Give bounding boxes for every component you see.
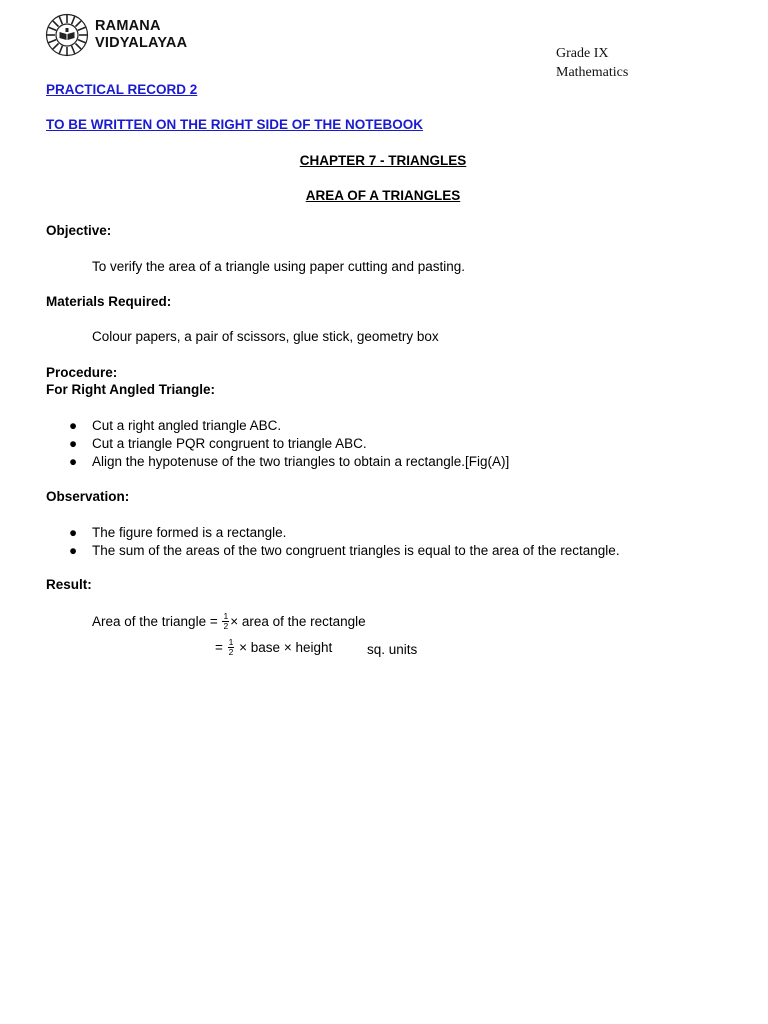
fraction-one-half <box>222 612 229 631</box>
observation-point-1: The figure formed is a rectangle. <box>92 525 287 540</box>
procedure-step-1: Cut a right angled triangle ABC. <box>92 418 282 433</box>
procedure-subheading: For Right Angled Triangle: <box>46 382 215 397</box>
notebook-instruction-link[interactable]: TO BE WRITTEN ON THE RIGHT SIDE OF THE NOTEBOOK <box>46 117 424 132</box>
observation-list <box>68 524 620 560</box>
list-item <box>68 435 509 453</box>
ramana-vidyalayaa-emblem-icon <box>45 13 89 57</box>
list-item <box>68 542 620 560</box>
bullet-icon: ● <box>69 543 78 558</box>
procedure-step-2: Cut a triangle PQR congruent to triangle ABC. <box>92 436 367 451</box>
chapter-title: CHAPTER 7 - TRIANGLES <box>299 153 467 168</box>
bullet-icon: ● <box>69 525 78 540</box>
result-heading: Result: <box>46 577 92 592</box>
list-item <box>68 417 509 435</box>
grade-subject-block <box>556 44 628 82</box>
fraction-denominator: 2 <box>223 621 229 631</box>
result-formula-line-2 <box>215 639 332 658</box>
grade-label: Grade IX <box>556 46 609 61</box>
topic-title: AREA OF A TRIANGLES <box>305 188 461 203</box>
fraction-denominator: 2 <box>228 647 234 657</box>
school-brand-name <box>95 18 187 52</box>
brand-line-2: VIDYALAYAA <box>95 35 188 51</box>
formula-suffix: × area of the rectangle <box>230 614 366 630</box>
observation-heading: Observation: <box>46 489 130 504</box>
objective-heading: Objective: <box>46 223 112 238</box>
fraction-numerator: 1 <box>223 611 229 621</box>
subject-label: Mathematics <box>556 65 629 80</box>
result-formula-line-1 <box>92 613 366 632</box>
observation-point-2: The sum of the areas of the two congruent triangles is equal to the area of the rectangle. <box>92 543 620 558</box>
units-label: sq. units <box>367 642 418 657</box>
brand-line-1: RAMANA <box>95 18 161 34</box>
bullet-icon: ● <box>69 454 78 469</box>
bullet-icon: ● <box>69 418 78 433</box>
procedure-heading: Procedure: <box>46 365 118 380</box>
formula-prefix: Area of the triangle = <box>92 614 218 630</box>
procedure-steps-list <box>68 417 509 471</box>
fraction-numerator: 1 <box>228 637 234 647</box>
fraction-one-half <box>228 638 235 657</box>
formula-equals: = <box>215 640 223 656</box>
bullet-icon: ● <box>69 436 78 451</box>
procedure-step-3: Align the hypotenuse of the two triangles to obtain a rectangle.[Fig(A)] <box>92 454 510 469</box>
list-item <box>68 524 620 542</box>
list-item <box>68 453 509 471</box>
formula-suffix: × base × height <box>239 640 333 656</box>
objective-text: To verify the area of a triangle using paper cutting and pasting. <box>92 259 465 274</box>
materials-text: Colour papers, a pair of scissors, glue stick, geometry box <box>92 329 439 344</box>
practical-record-link[interactable]: PRACTICAL RECORD 2 <box>46 82 198 97</box>
materials-heading: Materials Required: <box>46 294 172 309</box>
